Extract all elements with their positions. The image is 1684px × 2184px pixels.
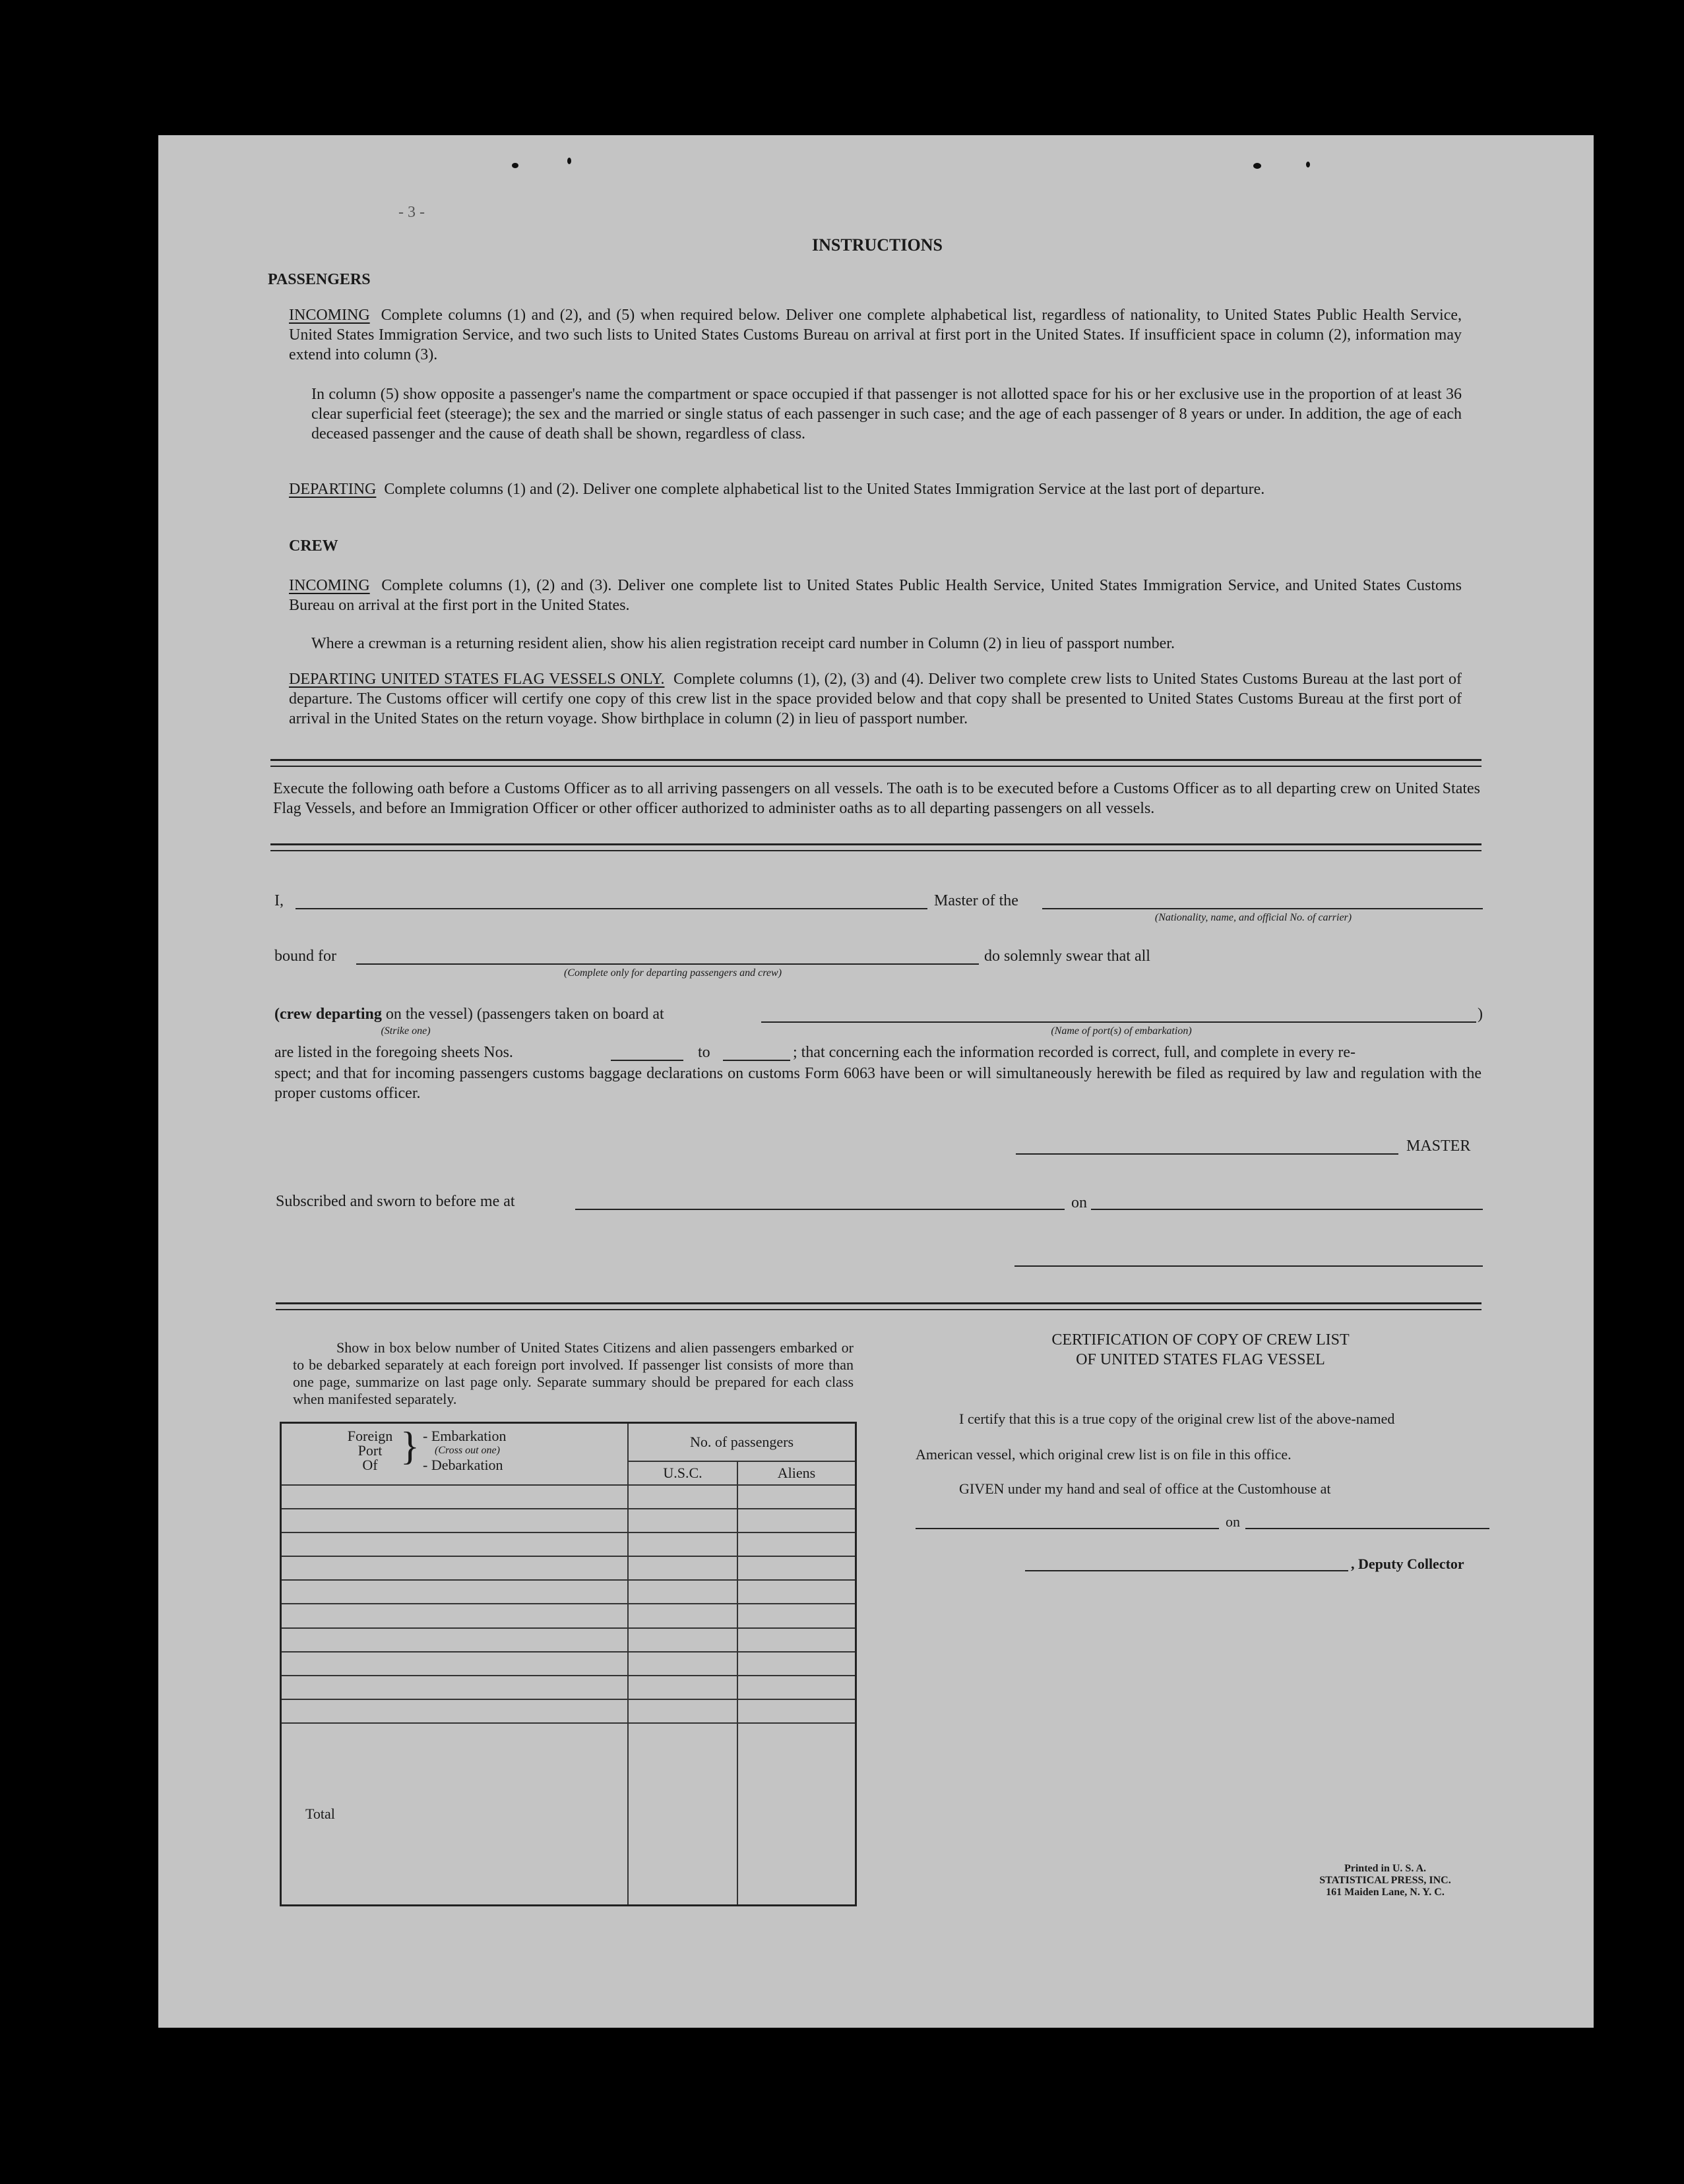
divider <box>270 850 1481 851</box>
deputy-collector-label: , Deputy Collector <box>1351 1556 1464 1572</box>
port-cell[interactable] <box>281 1532 629 1556</box>
aliens-cell[interactable] <box>737 1699 856 1723</box>
officer-signature-field[interactable] <box>1014 1265 1483 1267</box>
crew-departing-label-oath: (crew departing <box>274 1006 382 1023</box>
port-header-cell <box>281 1423 629 1485</box>
oath-intro: Execute the following oath before a Customs Officer as to all arriving passengers on all vessels. The oath is to be executed before a Customs Officer as to all departing crew on United States Flag Vessels, and before an Immigration Officer or other officer authorized to administer oaths as to all departing passengers on all vessels. <box>273 780 1480 817</box>
table-row <box>281 1485 856 1509</box>
crew-incoming-section <box>289 576 1462 615</box>
divider <box>276 1309 1481 1310</box>
usc-header: U.S.C. <box>628 1461 737 1485</box>
total-aliens-cell[interactable] <box>737 1723 856 1905</box>
of-word: Of <box>362 1457 378 1473</box>
port-caption: (Name of port(s) of embarkation) <box>1051 1025 1192 1037</box>
crew-departing-text: Complete columns (1), (2), (3) and (4). Deliver two complete crew lists to United States Customs Bureau at the last port of departure. The Customs officer will certify one copy of this crew list in the space provided below and that copy shall be presented to United States Customs Bureau at the first port of arrival in the United States on the return voyage. Show birthplace in column (2) in lieu of passport number. <box>289 671 1462 727</box>
embarkation-port-field[interactable] <box>761 1021 1476 1023</box>
sworn-date-field[interactable] <box>1091 1209 1483 1210</box>
nationality-caption: (Nationality, name, and official No. of carrier) <box>1154 912 1352 923</box>
swear-label: do solemnly swear that all <box>984 948 1150 965</box>
port-cell[interactable] <box>281 1485 629 1509</box>
master-of-label: Master of the <box>934 892 1018 909</box>
passengers-departing-section <box>289 479 1462 499</box>
table-row <box>281 1604 856 1627</box>
on-vessel-label: on the vessel) (passengers taken on board at <box>385 1006 664 1023</box>
i-label: I, <box>274 892 284 909</box>
ink-mark <box>512 163 518 168</box>
column5-instructions: In column (5) show opposite a passenger's name the compartment or space occupied if that passenger is not allotted space for his or her exclusive use in the proportion of at least 36 clear superficial feet (steerage); the sex and the married or single status of each passenger in such case; and the age of each passenger of 8 years or under. In addition, the age of each deceased passenger and the cause of death shall be shown, regardless of class. <box>311 386 1462 442</box>
cross-out-caption: (Cross out one) <box>435 1445 500 1456</box>
subscribed-label: Subscribed and sworn to before me at <box>276 1193 515 1210</box>
sheet-from-field[interactable] <box>611 1060 683 1061</box>
sworn-location-field[interactable] <box>575 1209 1065 1210</box>
crew-departing-section <box>289 669 1462 729</box>
table-row <box>281 1509 856 1532</box>
printer-line-2: STATISTICAL PRESS, INC. <box>1319 1875 1451 1886</box>
table-row <box>281 1652 856 1676</box>
listed-label: are listed in the foregoing sheets Nos. <box>274 1044 513 1061</box>
printer-imprint <box>1280 1863 1491 1898</box>
port-cell[interactable] <box>281 1556 629 1580</box>
certification-date-field[interactable] <box>1245 1528 1489 1529</box>
aliens-cell[interactable] <box>737 1485 856 1509</box>
aliens-cell[interactable] <box>737 1580 856 1604</box>
usc-cell[interactable] <box>628 1676 737 1699</box>
aliens-cell[interactable] <box>737 1532 856 1556</box>
usc-cell[interactable] <box>628 1580 737 1604</box>
usc-cell[interactable] <box>628 1604 737 1627</box>
master-signature-field[interactable] <box>1016 1153 1398 1155</box>
listed-text-1: ; that concerning each the information recorded is correct, full, and complete in every re- <box>793 1044 1356 1061</box>
certification-title <box>1016 1330 1385 1370</box>
usc-cell[interactable] <box>628 1532 737 1556</box>
table-row <box>281 1580 856 1604</box>
usc-cell[interactable] <box>628 1652 737 1676</box>
embark-options <box>423 1429 506 1472</box>
brace-icon: } <box>400 1424 420 1468</box>
usc-cell[interactable] <box>628 1556 737 1580</box>
aliens-cell[interactable] <box>737 1604 856 1627</box>
aliens-cell[interactable] <box>737 1556 856 1580</box>
crew-departing-oath <box>274 1006 664 1023</box>
usc-cell[interactable] <box>628 1509 737 1532</box>
crew-resident-text: Where a crewman is a returning resident alien, show his alien registration receipt card number in Column (2) in lieu of passport number. <box>311 635 1175 652</box>
page-mark: - 3 - <box>398 204 425 221</box>
given-line: GIVEN under my hand and seal of office at the Customhouse at <box>959 1480 1331 1497</box>
embarkation-option: - Embarkation <box>423 1428 507 1444</box>
sheet-to-field[interactable] <box>723 1060 790 1061</box>
summary-instructions: Show in box below number of United States Citizens and alien passengers embarked or to be debarked separately at each foreign port involved. If passenger list consists of more than one page, summarize on last page only. Separate summary should be prepared for each class when manifested separately. <box>293 1339 854 1407</box>
certify-line-2: American vessel, which original crew list is on file in this office. <box>916 1446 1292 1463</box>
ink-mark <box>1253 163 1261 169</box>
form-page <box>158 135 1594 2028</box>
certification-title-2: OF UNITED STATES FLAG VESSEL <box>1076 1351 1325 1368</box>
usc-cell[interactable] <box>628 1485 737 1509</box>
port-cell[interactable] <box>281 1604 629 1627</box>
port-cell[interactable] <box>281 1580 629 1604</box>
bound-for-field[interactable] <box>356 963 979 965</box>
customhouse-field[interactable] <box>916 1528 1219 1529</box>
passengers-heading: PASSENGERS <box>268 271 371 288</box>
on-label: on <box>1071 1194 1087 1211</box>
foreign-word: Foreign <box>347 1428 393 1444</box>
strike-caption: (Strike one) <box>381 1025 431 1037</box>
total-usc-cell[interactable] <box>628 1723 737 1905</box>
incoming-label: INCOMING <box>289 307 370 324</box>
total-row <box>281 1723 856 1905</box>
aliens-cell[interactable] <box>737 1676 856 1699</box>
printer-line-1: Printed in U. S. A. <box>1344 1863 1426 1874</box>
usc-cell[interactable] <box>628 1699 737 1723</box>
no-passengers-header: No. of passengers <box>628 1423 856 1461</box>
bound-for-label: bound for <box>274 948 336 965</box>
bound-caption: (Complete only for departing passengers and crew) <box>563 967 782 979</box>
ink-mark <box>1306 162 1310 167</box>
master-name-field[interactable] <box>296 908 927 909</box>
port-cell[interactable] <box>281 1676 629 1699</box>
divider <box>276 1302 1481 1304</box>
divider <box>270 759 1481 761</box>
certification-title-1: CERTIFICATION OF COPY OF CREW LIST <box>1051 1331 1350 1349</box>
master-label: MASTER <box>1406 1138 1471 1155</box>
usc-cell[interactable] <box>628 1628 737 1652</box>
port-cell[interactable] <box>281 1628 629 1652</box>
table-row <box>281 1676 856 1699</box>
port-cell[interactable] <box>281 1509 629 1532</box>
incoming-text: Complete columns (1) and (2), and (5) when required below. Deliver one complete alphabetical list, regardless of nationality, to United States Public Health Service, United States Immigration Service, and two such lists to United States Customs Bureau on arrival at first port in the United States. If insufficient space in column (2), information may extend into column (3). <box>289 307 1462 363</box>
page-title: INSTRUCTIONS <box>812 235 943 255</box>
certify-line-1: I certify that this is a true copy of the original crew list of the above-named <box>959 1410 1395 1427</box>
to-label: to <box>698 1044 710 1061</box>
aliens-header: Aliens <box>737 1461 856 1485</box>
departing-label: DEPARTING <box>289 481 377 498</box>
aliens-cell[interactable] <box>737 1628 856 1652</box>
crew-departing-label: DEPARTING UNITED STATES FLAG VESSELS ONLY. <box>289 671 665 688</box>
total-label: Total <box>281 1723 629 1905</box>
ink-mark <box>567 158 571 164</box>
foreign-port-of <box>337 1429 403 1472</box>
passenger-summary-table <box>280 1422 857 1906</box>
divider <box>270 766 1481 767</box>
port-cell[interactable] <box>281 1652 629 1676</box>
table-row <box>281 1699 856 1723</box>
deputy-signature-field[interactable] <box>1025 1570 1348 1571</box>
crew-heading: CREW <box>289 537 338 555</box>
aliens-cell[interactable] <box>737 1509 856 1532</box>
close-paren: ) <box>1478 1006 1483 1023</box>
table-row <box>281 1532 856 1556</box>
port-cell[interactable] <box>281 1699 629 1723</box>
aliens-cell[interactable] <box>737 1652 856 1676</box>
debarkation-option: - Debarkation <box>423 1457 503 1473</box>
passengers-incoming-section <box>289 305 1462 365</box>
port-word: Port <box>358 1442 383 1459</box>
table-row <box>281 1556 856 1580</box>
crew-incoming-text: Complete columns (1), (2) and (3). Deliver one complete list to United States Public Health Service, United States Immigration Service, and United States Customs Bureau on arrival at the first port in the United States. <box>289 577 1462 614</box>
printer-line-3: 161 Maiden Lane, N. Y. C. <box>1326 1887 1445 1898</box>
crew-incoming-label: INCOMING <box>289 577 370 594</box>
table-row <box>281 1628 856 1652</box>
certification-on-label: on <box>1226 1513 1240 1530</box>
listed-text-2: spect; and that for incoming passengers customs baggage declarations on customs Form 6063 have been or will simultaneously herewith be filed as required by law and regulation with the proper customs officer. <box>274 1065 1481 1102</box>
divider <box>270 843 1481 845</box>
carrier-field[interactable] <box>1042 908 1483 909</box>
departing-text: Complete columns (1) and (2). Deliver one complete alphabetical list to the United States Immigration Service at the last port of departure. <box>384 481 1265 498</box>
